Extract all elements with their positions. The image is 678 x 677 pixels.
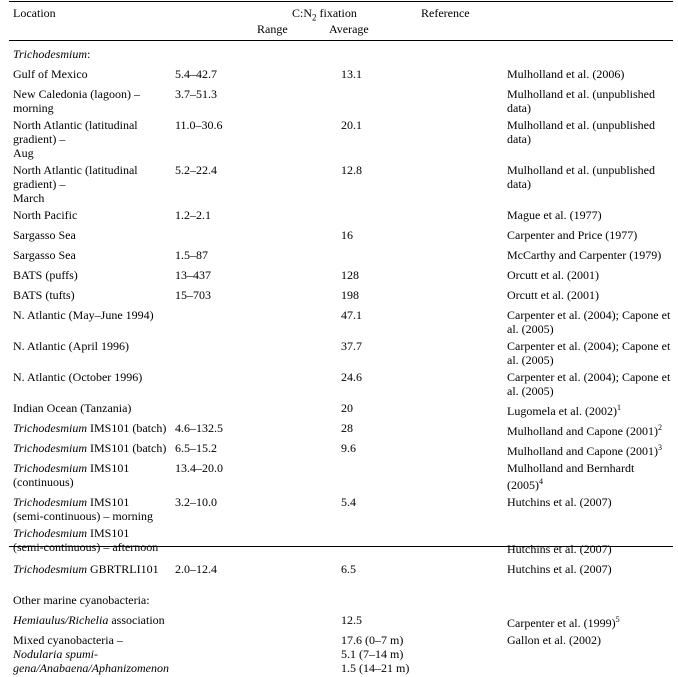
table-cell: N. Atlantic (May–June 1994): [13, 308, 154, 322]
table-row: [9, 267, 673, 287]
table-cell: Hemiaulus/Richelia association: [13, 613, 165, 627]
table-cell: [175, 612, 341, 632]
table-cell: Lugomela et al. $(2002)^1$: [507, 403, 621, 418]
table-row: [9, 494, 673, 525]
table-row: [9, 227, 673, 247]
section-title: Other marine cyanobacteria:: [13, 593, 150, 607]
table-cell: Carpenter et al. (2004); Capone et al. (2005): [507, 308, 671, 336]
table-cell: Carpenter et al. (2004); Capone et al. (2005): [507, 339, 671, 367]
table-row: [9, 612, 673, 632]
table-cell: 4.6–132.5: [175, 421, 223, 435]
top-rule: [9, 1, 673, 2]
table-cell: [341, 86, 507, 117]
header-fixation: $C:N_2$ fixation: [292, 6, 357, 23]
table-cell: N. Atlantic (October 1996): [13, 370, 143, 384]
table-row: [9, 207, 673, 227]
spacer-row: [9, 581, 673, 592]
table-cell: Carpenter et al. $(1999)^5$: [507, 615, 620, 630]
data-table: [9, 44, 673, 677]
table-cell: Mulholland and Capone $(2001)^3$: [507, 443, 662, 458]
table-cell: Orcutt et al. (2001): [507, 288, 599, 302]
table-cell: Gallon et al. (2002): [507, 633, 601, 647]
table-cell: Mulholland et al. (unpublished data): [507, 118, 655, 146]
table-cell: [175, 400, 341, 420]
table-cell: 13–437: [175, 268, 211, 282]
table-cell: Gulf of Mexico: [13, 67, 88, 81]
table-cell: 6.5–15.2: [175, 441, 217, 455]
table-cell: 47.1: [341, 308, 362, 322]
table-cell: Indian Ocean (Tanzania): [13, 401, 132, 415]
table-cell: BATS (tufts): [13, 288, 75, 302]
header-range: Range: [257, 22, 288, 36]
table-row: [9, 400, 673, 420]
table-cell: Carpenter and Price (1977): [507, 228, 638, 242]
table-cell: [175, 525, 341, 561]
header-average: Average: [329, 22, 369, 36]
table-cell: [175, 307, 341, 338]
header-location: Location: [13, 6, 56, 20]
table-cell: Trichodesmium GBRTRLI101: [13, 562, 159, 576]
table-row: [9, 561, 673, 581]
table-cell: 37.7: [341, 339, 362, 353]
table-cell: Sargasso Sea: [13, 228, 76, 242]
header-reference: Reference: [421, 6, 470, 20]
table-cell: Mague et al. (1977): [507, 208, 602, 222]
table-cell: Hutchins et al. (2007): [507, 562, 612, 576]
table-cell: [341, 207, 507, 227]
table-cell: BATS (puffs): [13, 268, 78, 282]
table-cell: 5.4: [341, 495, 356, 509]
table-row: [9, 287, 673, 307]
bottom-rule: [9, 546, 673, 547]
table-cell: 9.6: [341, 441, 356, 455]
table-cell: Hutchins et al. (2007): [507, 495, 612, 509]
table-cell: [175, 338, 341, 369]
table-cell: Orcutt et al. (2001): [507, 268, 599, 282]
section-heading-row: [9, 44, 673, 66]
table-row: [9, 440, 673, 460]
table-row: [9, 420, 673, 440]
table-cell: Trichodesmium IMS101 (semi-continuous) – afternoon: [13, 526, 159, 554]
table-cell: Carpenter et al. (2004); Capone et al. (2005): [507, 370, 671, 398]
table-cell: 2.0–12.4: [175, 562, 217, 576]
table-cell: 6.5: [341, 562, 356, 576]
table-cell: 12.5: [341, 613, 362, 627]
table-cell: North Atlantic (latitudinal gradient) – Aug: [13, 118, 138, 160]
table-cell: 12.8: [341, 163, 362, 177]
table-cell: N. Atlantic (April 1996): [13, 339, 129, 353]
table-cell: 28: [341, 421, 353, 435]
table-cell: Hutchins et al. (2007): [507, 542, 612, 556]
table-cell: [9, 581, 673, 592]
table-cell: 15–703: [175, 288, 211, 302]
table-cell: 20.1: [341, 118, 362, 132]
table-cell: [341, 525, 507, 561]
section-heading-row: [9, 592, 673, 612]
header-rule: [9, 40, 673, 41]
table-cell: 5.2–22.4: [175, 163, 217, 177]
table-cell: 17.6 (0–7 m) 5.1 (7–14 m) 1.5 (14–21 m): [341, 633, 410, 675]
section-title: Trichodesmium:: [13, 47, 91, 61]
table-row: [9, 632, 673, 677]
table-row: [9, 307, 673, 338]
table-cell: North Atlantic (latitudinal gradient) – March: [13, 163, 138, 205]
table-cell: [175, 227, 341, 247]
table-cell: Trichodesmium IMS101 (batch): [13, 421, 167, 435]
table-cell: Sargasso Sea: [13, 248, 76, 262]
table-cell: 128: [341, 268, 359, 282]
table-cell: 20: [341, 401, 353, 415]
table-cell: Mulholland et al. (unpublished data): [507, 87, 655, 115]
table-cell: 1.2–2.1: [175, 208, 211, 222]
table-cell: 13.4–20.0: [175, 461, 223, 475]
table-row: [9, 247, 673, 267]
table-cell: 16: [341, 228, 353, 242]
table-row: [9, 162, 673, 207]
table-cell: Mulholland et al. (2006): [507, 67, 625, 81]
table-cell: 11.0–30.6: [175, 118, 223, 132]
table-cell: [175, 632, 341, 677]
table-cell: Trichodesmium IMS101 (continuous): [13, 461, 130, 489]
table-cell: [341, 247, 507, 267]
table-cell: Mixed cyanobacteria – Nodularia spumi- gena/Anabaena/Aphanizomenon: [13, 633, 169, 675]
table-cell: North Pacific: [13, 208, 78, 222]
table-row: [9, 525, 673, 561]
table-row: [9, 460, 673, 494]
table-cell: 5.4–42.7: [175, 67, 217, 81]
table-cell: Trichodesmium IMS101 (semi-continuous) – morning: [13, 495, 153, 523]
table-cell: 198: [341, 288, 359, 302]
table-cell: Mulholland and Bernhardt $(2005)^4$: [507, 461, 635, 492]
table-cell: 24.6: [341, 370, 362, 384]
table-cell: [341, 460, 507, 494]
table-row: [9, 338, 673, 369]
table-row: [9, 117, 673, 162]
table-cell: McCarthy and Carpenter (1979): [507, 248, 662, 262]
table-cell: Mulholland et al. (unpublished data): [507, 163, 655, 191]
table-cell: New Caledonia (lagoon) – morning: [13, 87, 140, 115]
table-cell: 13.1: [341, 67, 362, 81]
table-row: [9, 369, 673, 400]
table-cell: [175, 369, 341, 400]
table-cell: 1.5–87: [175, 248, 208, 262]
table-row: [9, 86, 673, 117]
table-cell: 3.2–10.0: [175, 495, 217, 509]
table-cell: 3.7–51.3: [175, 87, 217, 101]
table-row: [9, 66, 673, 86]
table-cell: Trichodesmium IMS101 (batch): [13, 441, 167, 455]
table-cell: Mulholland and Capone $(2001)^2$: [507, 423, 662, 438]
